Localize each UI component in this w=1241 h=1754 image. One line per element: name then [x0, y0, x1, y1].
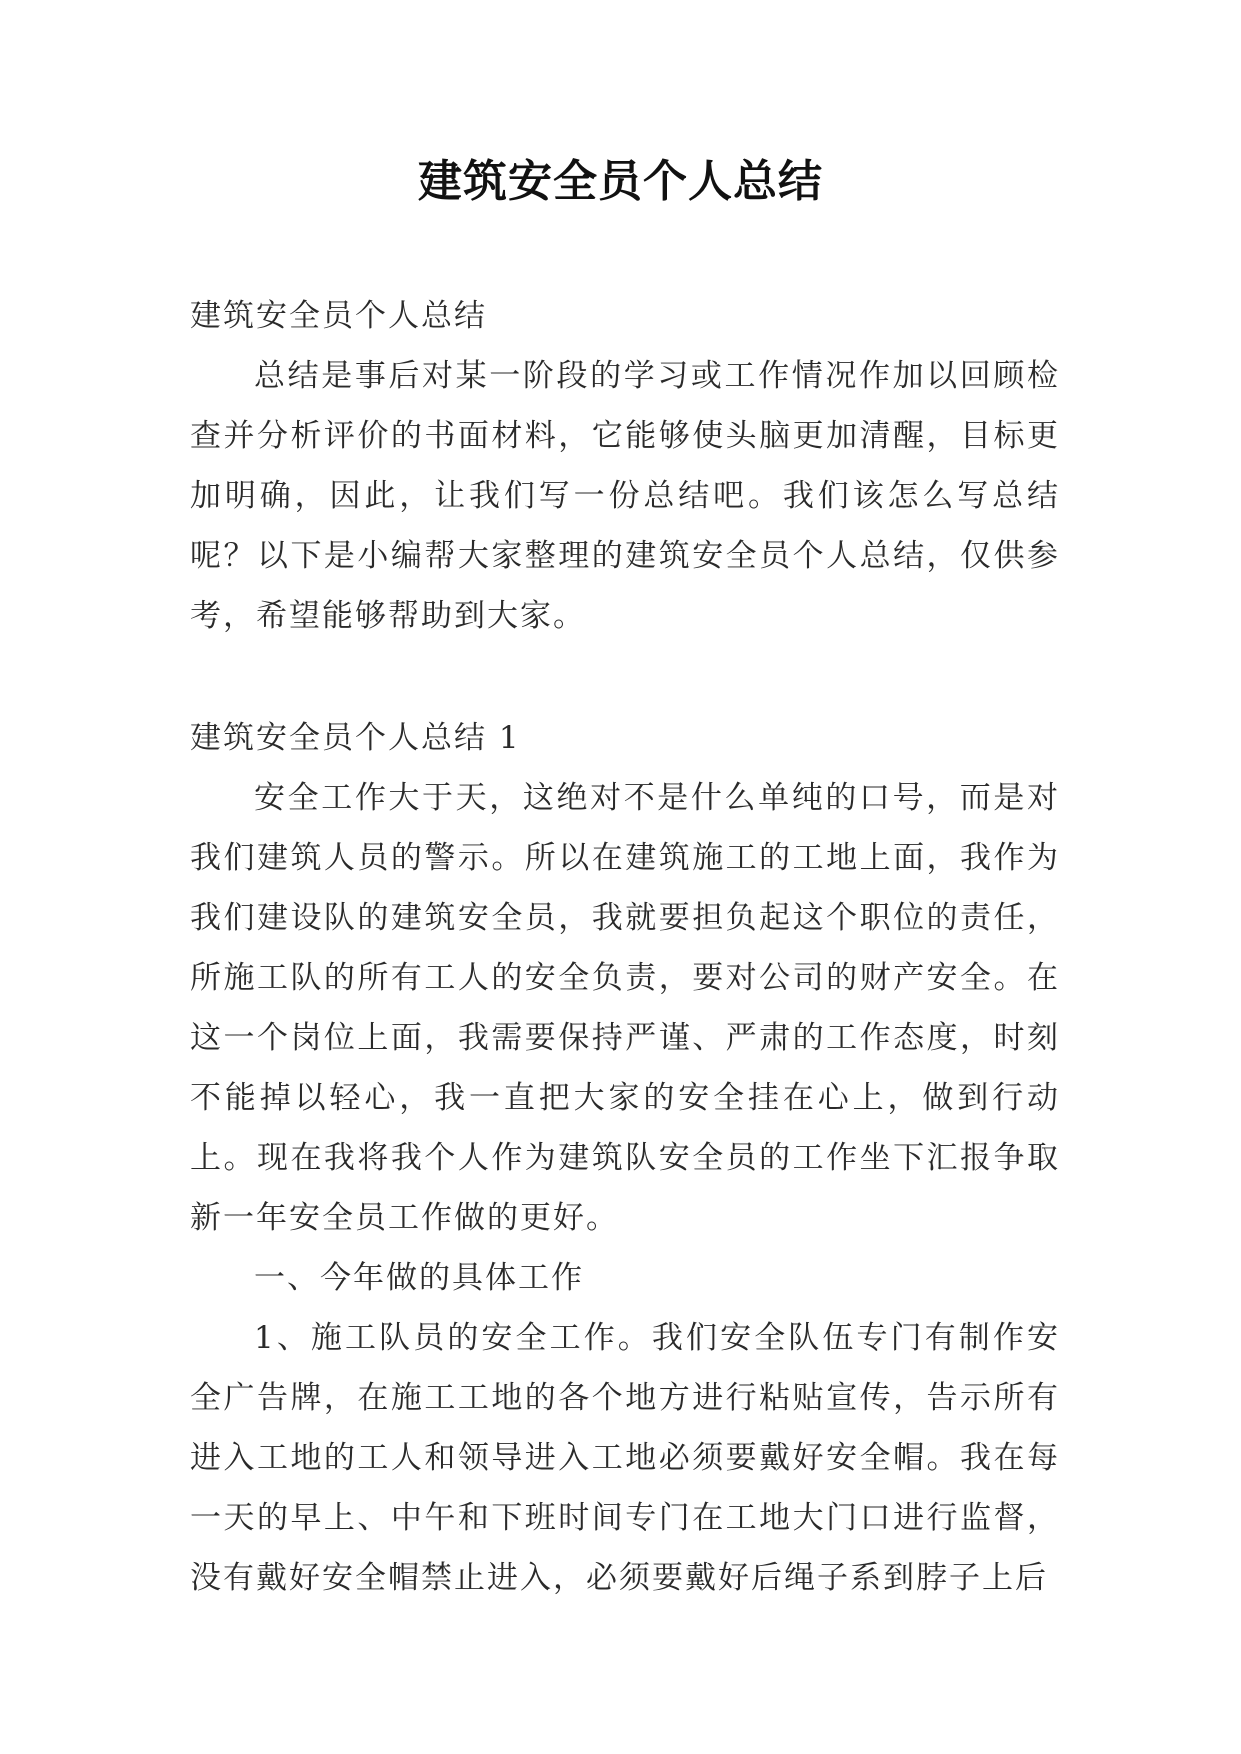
section-1-paragraph: 安全工作大于天，这绝对不是什么单纯的口号，而是对我们建筑人员的警示。所以在建筑施工的工地上面，我作为我们建设队的建筑安全员，我就要担负起这个职位的责任，所施工队的所有工人的安全负责，要对公司的财产安全。在这一个岗位上面，我需要保持严谨、严肃的工作态度，时刻不能掉以轻心，我一直把大家的安全挂在心上，做到行动上。现在我将我个人作为建筑队安全员的工作坐下汇报争取新一年安全员工作做的更好。 — [190, 780, 1060, 1236]
intro-heading: 建筑安全员个人总结 — [190, 298, 487, 334]
document-title: 建筑安全员个人总结 — [418, 156, 823, 207]
document-body — [190, 286, 1060, 1608]
intro-paragraph: 总结是事后对某一阶段的学习或工作情况作加以回顾检查并分析评价的书面材料，它能够使头脑更加清醒，目标更加明确，因此，让我们写一份总结吧。我们该怎么写总结呢？以下是小编帮大家整理的建筑安全员个人总结，仅供参考，希望能够帮助到大家。 — [190, 358, 1060, 634]
subheading-work-done: 一、今年做的具体工作 — [254, 1260, 584, 1296]
list-item-1: 1、施工队员的安全工作。我们安全队伍专门有制作安全广告牌，在施工工地的各个地方进行粘贴宣传，告示所有进入工地的工人和领导进入工地必须要戴好安全帽。我在每一天的早上、中午和下班时间专门在工地大门口进行监督，没有戴好安全帽禁止进入，必须要戴好后绳子系到脖子上后 — [190, 1320, 1060, 1596]
section-1-heading: 建筑安全员个人总结 1 — [190, 720, 521, 756]
section-spacer — [190, 646, 1060, 708]
